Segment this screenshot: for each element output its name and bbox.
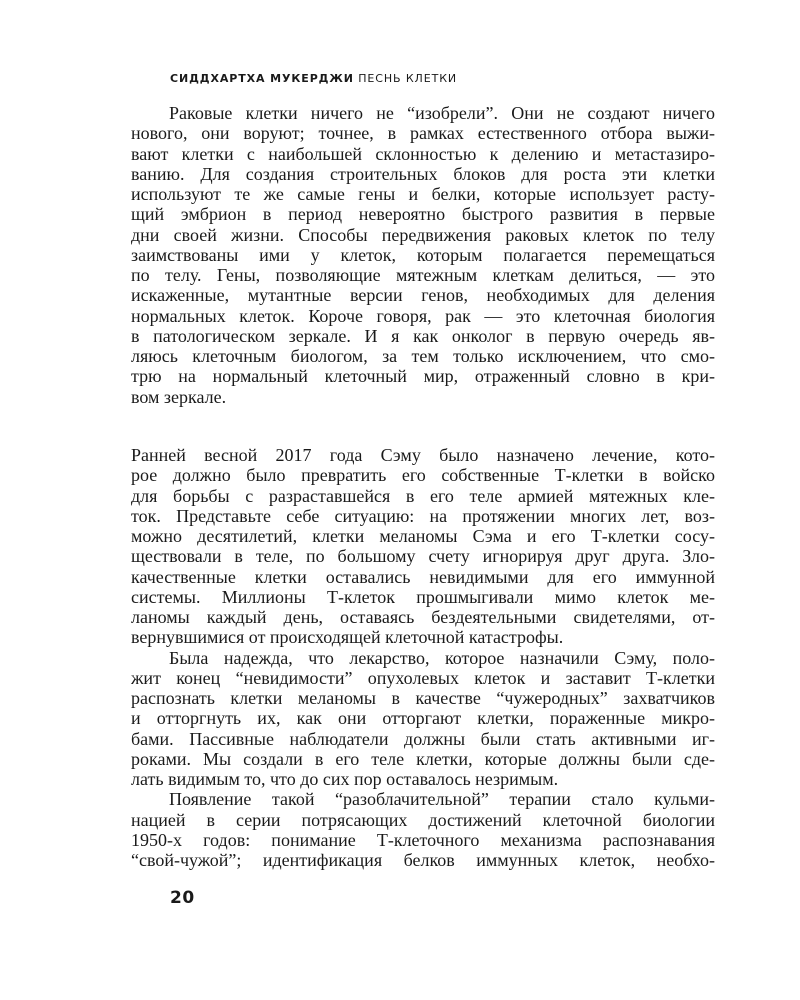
text-line: и отторгнуть их, как они отторгают клетки, пораженные микро- bbox=[131, 708, 715, 729]
text-line: ланомы каждый день, оставаясь бездеятельными свидетелями, от- bbox=[131, 607, 715, 627]
text-line: ванию. Для создания строительных блоков для роста эти клетки bbox=[131, 163, 715, 184]
text-line: Была надежда, что лекарство, которое назначили Сэму, поло- bbox=[169, 647, 715, 668]
paragraph-3 bbox=[131, 648, 715, 790]
paragraph-1 bbox=[131, 103, 715, 407]
text-line: ществовали в теле, по большому счету игнорируя друг друга. Зло- bbox=[131, 546, 715, 567]
text-line: можно десятилетий, клетки меланомы Сэма и его Т-клетки сосу- bbox=[131, 526, 715, 546]
text-line: системы. Миллионы Т-клеток прошмыгивали мимо клеток ме- bbox=[131, 586, 715, 607]
text-line: по телу. Гены, позволяющие мятежным клеткам делиться, — это bbox=[131, 265, 715, 285]
text-line: рое должно было превратить его собственные Т-клетки в войско bbox=[131, 465, 715, 486]
text-line: Раковые клетки ничего не “изобрели”. Они не создают ничего bbox=[169, 103, 715, 123]
text-line: нормальных клеток. Короче говоря, рак — это клеточная биология bbox=[131, 305, 715, 326]
text-line: “свой-чужой”; идентификация белков иммунных клеток, необхо- bbox=[131, 850, 715, 870]
text-line: нацией в серии потрясающих достижений клеточной биологии bbox=[131, 809, 715, 830]
text-line: жит конец “невидимости” опухолевых клеток и заставит Т-клетки bbox=[131, 667, 715, 688]
running-header-title: ПЕСНЬ КЛЕТКИ bbox=[358, 72, 458, 85]
paragraph-2 bbox=[131, 445, 715, 648]
text-line: качественные клетки оставались невидимыми для его иммунной bbox=[131, 566, 715, 587]
text-line: в патологическом зеркале. И я как онколог в первую очередь яв- bbox=[131, 325, 715, 346]
text-line: Появление такой “разоблачительной” терапии стало кульми- bbox=[169, 789, 715, 810]
text-line: трю на нормальный клеточный мир, отраженный словно в кри- bbox=[131, 366, 715, 387]
text-line: Ранней весной 2017 года Сэму было назначено лечение, кото- bbox=[131, 445, 715, 465]
text-line: ляюсь клеточным биологом, за тем только исключением, что смо- bbox=[131, 346, 715, 366]
text-line: искаженные, мутантные версии генов, необходимых для деления bbox=[131, 285, 715, 306]
text-line: бами. Пассивные наблюдатели должны были стать активными иг- bbox=[131, 728, 715, 749]
running-header bbox=[170, 72, 457, 85]
text-line: используют те же самые гены и белки, которые использует расту- bbox=[131, 184, 715, 204]
running-header-author: СИДДХАРТХА МУКЕРДЖИ bbox=[170, 72, 354, 85]
text-line: роками. Мы создали в его теле клетки, которые должны были сде- bbox=[131, 748, 715, 769]
text-line: распознать клетки меланомы в качестве “чужеродных” захватчиков bbox=[131, 688, 715, 708]
text-line: заимствованы ими у клеток, которым полагается перемещаться bbox=[131, 244, 715, 265]
page-number: 20 bbox=[170, 888, 195, 908]
text-line: вают клетки с наибольшей склонностью к делению и метастазиро- bbox=[131, 143, 715, 164]
text-line: вом зеркале. bbox=[131, 386, 227, 407]
text-line: щий эмбрион в период невероятно быстрого развития в первые bbox=[131, 204, 715, 225]
text-line: дни своей жизни. Способы передвижения раковых клеток по телу bbox=[131, 224, 715, 245]
text-line: ток. Представьте себе ситуацию: на протяжении многих лет, воз- bbox=[131, 505, 715, 526]
text-line: для борьбы с разраставшейся в его теле армией мятежных кле- bbox=[131, 485, 715, 506]
text-line: нового, они воруют; точнее, в рамках естественного отбора выжи- bbox=[131, 123, 715, 144]
text-line: 1950-х годов: понимание Т-клеточного механизма распознавания bbox=[131, 829, 715, 850]
text-line: вернувшимися от происходящей клеточной катастрофы. bbox=[131, 627, 564, 648]
text-line: лать видимым то, что до сих пор оставалось незримым. bbox=[131, 769, 559, 789]
paragraph-4 bbox=[131, 789, 715, 870]
